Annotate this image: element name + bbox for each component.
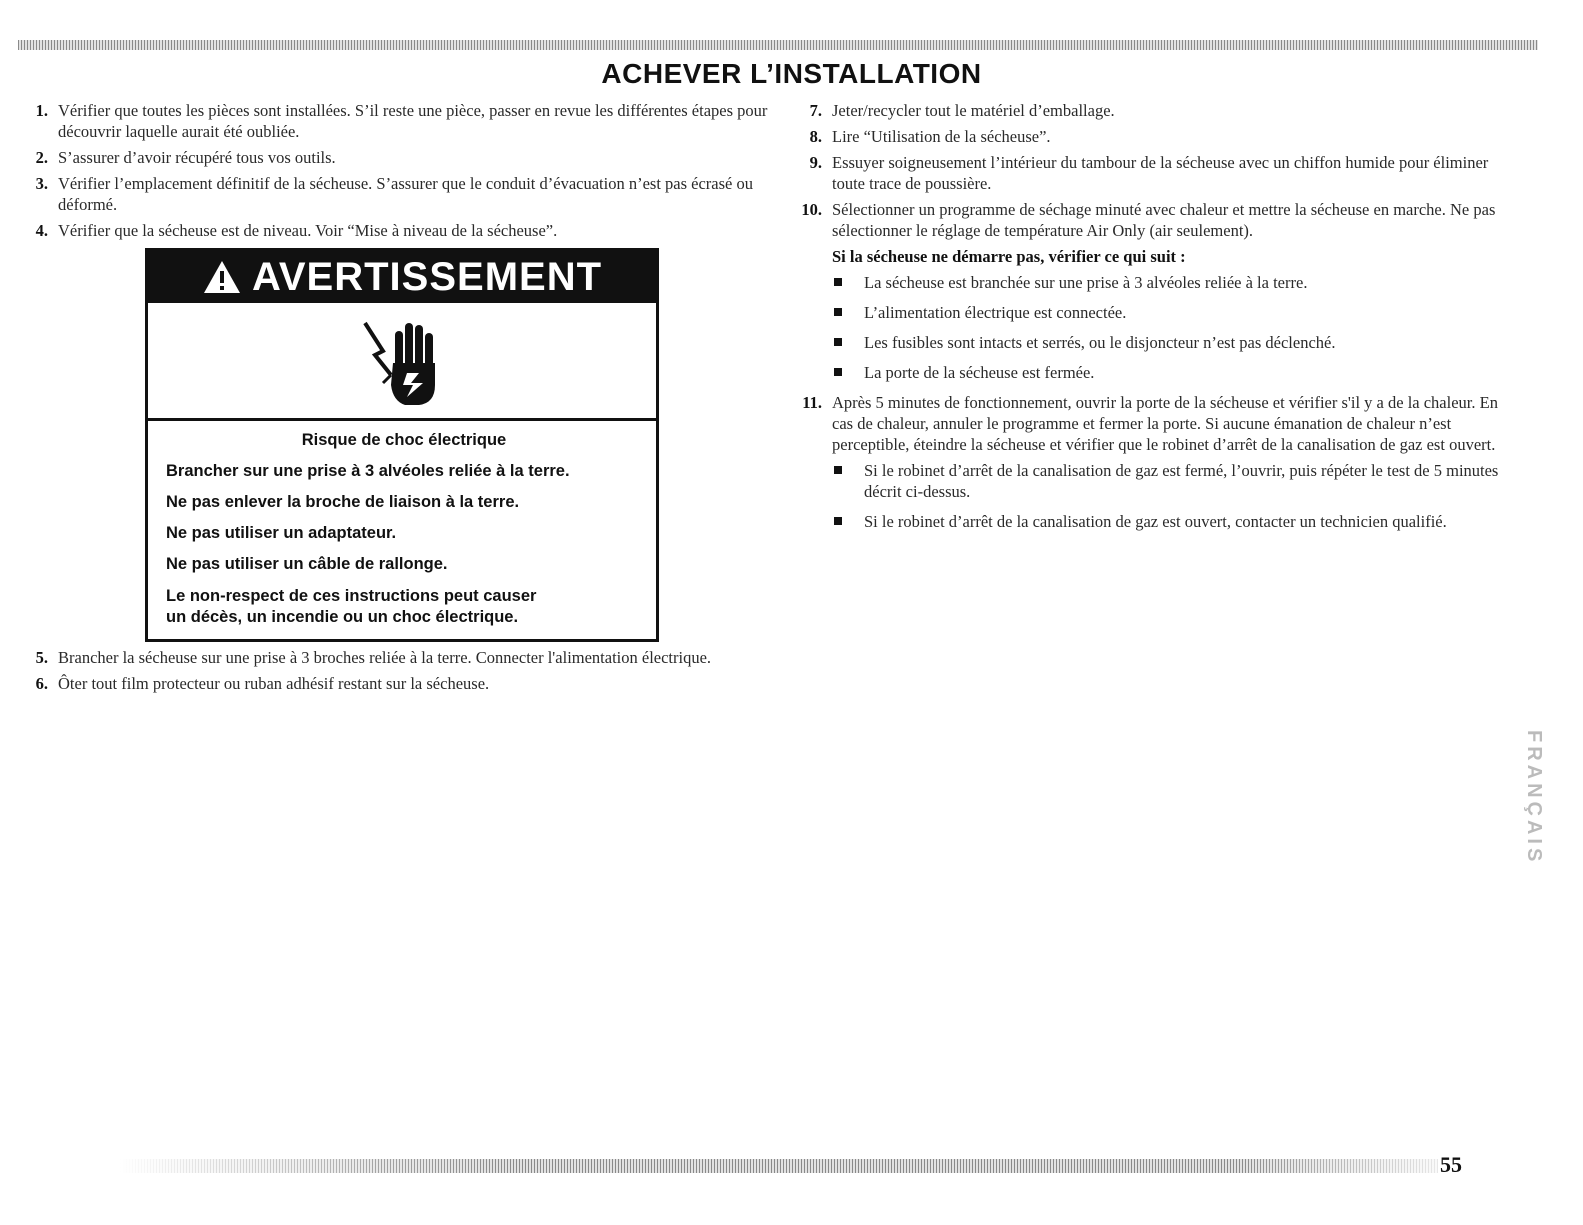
footer-decorative-band [120,1159,1438,1173]
steps-list-7-11 [792,100,1512,532]
step-1: 1. Vérifier que toutes les pièces sont installées. S’il reste une pièce, passer en revue les différentes étapes pour découvrir laquelle aurait été oubliée. [35,101,768,141]
steps-list-1-4 [18,100,778,241]
step-6: 6. Ôter tout film protecteur ou ruban adhésif restant sur la sécheuse. [35,674,490,693]
check-heading: Si la sécheuse ne démarre pas, vérifier ce qui suit : [832,247,1186,266]
warning-title: AVERTISSEMENT [251,254,603,299]
right-column [792,100,1512,541]
bullet-square-icon [834,368,842,376]
step-11-item: Si le robinet d’arrêt de la canalisation de gaz est fermé, l’ouvrir, puis répéter le test de 5 minutes décrit ci-dessus. [832,460,1512,502]
bullet-square-icon [834,308,842,316]
step-11: 11. Après 5 minutes de fonctionnement, ouvrir la porte de la sécheuse et vérifier s'il y a de la chaleur. En cas de chaleur, annuler le programme et fermer la porte. Si aucune émanation de chaleur n’est perceptible, éteindre la sécheuse et vérifier que le robinet d’arrêt de la canalisation de gaz est ouvert. Si le robinet d’arrêt de la canalisation de gaz est fermé, l’ouvrir, puis répéter le test de 5 minutes décrit ci-dessus. Si le robinet d’arrêt de la canalisation de gaz est ouvert, contacter un technicien qualifié. [792,392,1512,532]
step-2: 2. S’assurer d’avoir récupéré tous vos outils. [35,148,336,167]
step-9: 9. Essuyer soigneusement l’intérieur du tambour de la sécheuse avec un chiffon humide pour éliminer toute trace de poussière. [809,153,1489,193]
bullet-square-icon [834,338,842,346]
warning-header [148,251,656,303]
check-item: La porte de la sécheuse est fermée. [832,362,1512,383]
electric-shock-hand-icon [357,313,447,408]
warning-risk: Risque de choc électrique [301,431,507,449]
check-item: La sécheuse est branchée sur une prise à 3 alvéoles reliée à la terre. [832,272,1512,293]
step-11-item: Si le robinet d’arrêt de la canalisation de gaz est ouvert, contacter un technicien qualifié. [832,511,1512,532]
warning-triangle-icon [202,259,242,295]
page-number: 55 [1440,1152,1462,1177]
warning-consequence-2: un décès, un incendie ou un choc électrique. [166,608,519,626]
step-4: 4. Vérifier que la sécheuse est de niveau. Voir “Mise à niveau de la sécheuse”. [35,221,558,240]
warning-line: Ne pas utiliser un câble de rallonge. [166,555,448,573]
check-item: Les fusibles sont intacts et serrés, ou le disjoncteur n’est pas déclenché. [832,332,1512,353]
warning-text [148,421,656,628]
steps-list-5-6 [18,647,778,694]
language-side-label: FRANÇAIS [1523,730,1545,866]
warning-line: Brancher sur une prise à 3 alvéoles reliée à la terre. [166,462,570,480]
warning-line: Ne pas enlever la broche de liaison à la terre. [166,493,520,511]
step-10: 10. Sélectionner un programme de séchage minuté avec chaleur et mettre la sécheuse en marche. Ne pas sélectionner le réglage de température Air Only (air seulement). Si la sécheuse ne démarre pas, vérifier ce qui suit : La sécheuse est branchée sur une prise à 3 alvéoles reliée à la terre. L’alimentation électrique est connectée. Les fusibles sont intacts et serrés, ou le disjoncteur n’est pas déclenché. La porte de la sécheuse est fermée. [792,199,1512,383]
top-decorative-band [18,40,1538,50]
step-5: 5. Brancher la sécheuse sur une prise à 3 broches reliée à la terre. Connecter l'alimentation électrique. [35,648,712,667]
step-7: 7. Jeter/recycler tout le matériel d’emballage. [809,101,1115,120]
bullet-square-icon [834,278,842,286]
warning-icon-area [148,303,656,421]
page-title: ACHEVER L’INSTALLATION [601,58,982,89]
check-item: L’alimentation électrique est connectée. [832,302,1512,323]
warning-box [145,248,659,642]
check-list [832,272,1512,383]
bullet-square-icon [834,466,842,474]
step-3: 3. Vérifier l’emplacement définitif de la sécheuse. S’assurer que le conduit d’évacuation n’est pas écrasé ou déformé. [35,174,753,214]
warning-line: Ne pas utiliser un adaptateur. [166,524,397,542]
warning-consequence-1: Le non-respect de ces instructions peut causer [166,587,537,605]
bullet-square-icon [834,517,842,525]
step-11-list [832,460,1512,532]
step-8: 8. Lire “Utilisation de la sécheuse”. [809,127,1051,146]
